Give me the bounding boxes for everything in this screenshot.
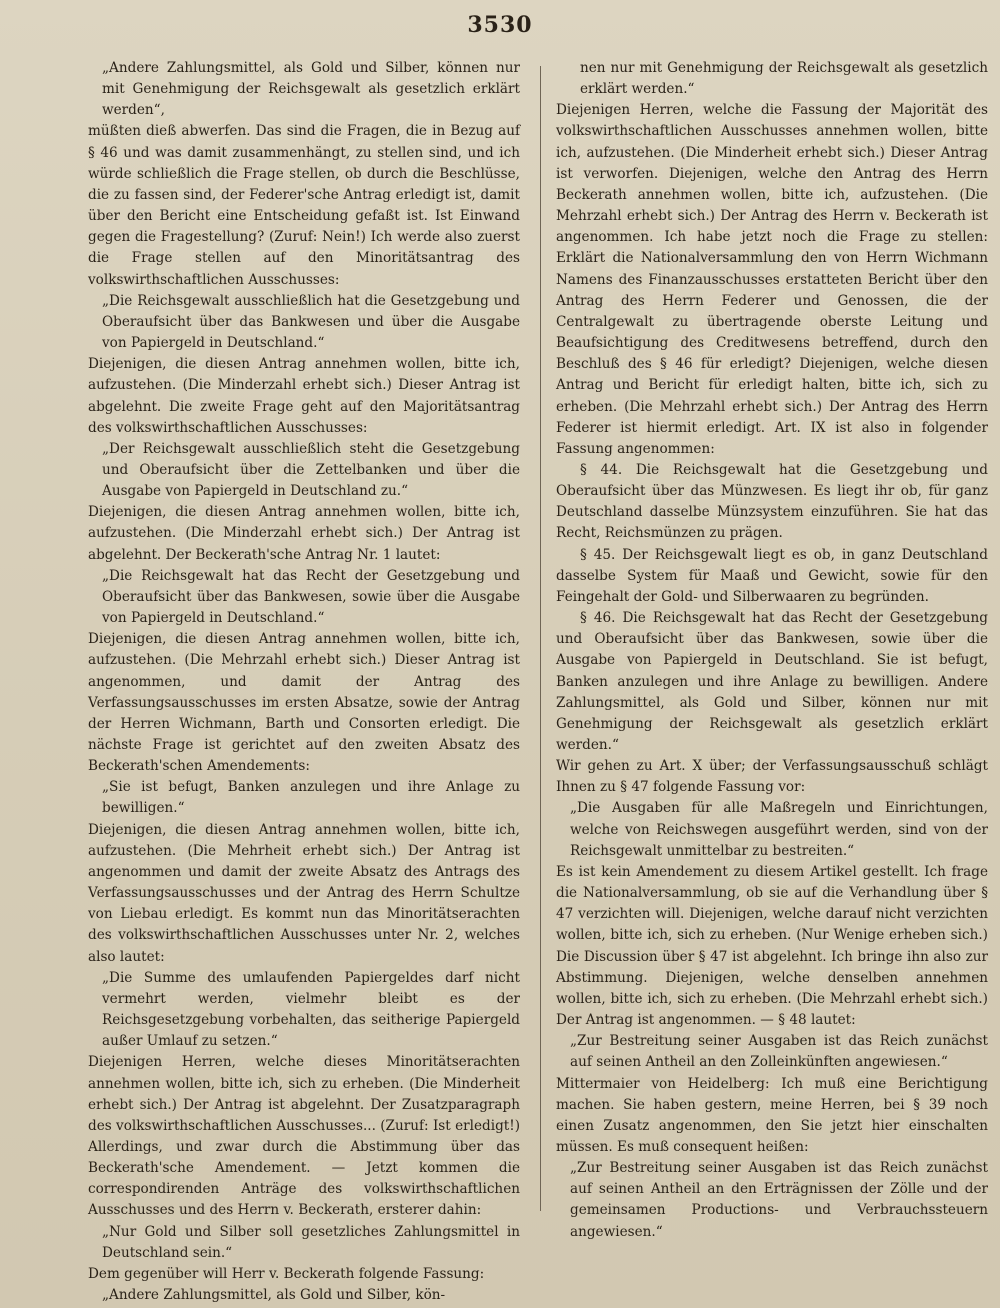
paragraph: „Zur Bestreitung seiner Ausgaben ist das Reich zunächst auf seinen Antheil an den Zolleinkünften angewiesen.“: [570, 1033, 988, 1071]
paragraph: Mittermaier von Heidelberg: Ich muß eine Berichtigung machen. Sie haben gestern, meine Herren, bei § 39 noch einen Zusatz angenommen, den Sie jetzt hier einschalten müssen. Es muß consequent heißen:: [556, 1075, 988, 1155]
page-number: 3530: [467, 12, 533, 38]
column-divider: [540, 66, 541, 1211]
paragraph: Diejenigen, die diesen Antrag annehmen wollen, bitte ich, aufzustehen. (Die Mehrheit erhebt sich.) Der Antrag ist angenommen und damit der zweite Absatz des Antrags des Verfassungsausschusses und der Antrag des Herrn Schultze von Liebau erledigt. Es kommt nun das Minoritätserachten des volkswirthschaftlichen Ausschusses unter Nr. 2, welches also lautet:: [88, 821, 520, 965]
paragraph: § 44. Die Reichsgewalt hat die Gesetzgebung und Oberaufsicht über das Münzwesen. Es liegt ihr ob, für ganz Deutschland dasselbe Münzsystem einzuführen. Sie hat das Recht, Reichsmünzen zu prägen.: [556, 461, 988, 542]
left-column: [88, 58, 520, 1306]
paragraph: „Die Reichsgewalt ausschließlich hat die Gesetzgebung und Oberaufsicht über das Bankwesen und über die Ausgabe von Papiergeld in Deutschland.“: [102, 292, 520, 352]
paragraph: „Der Reichsgewalt ausschließlich steht die Gesetzgebung und Oberaufsicht über die Zettelbanken und über die Ausgabe von Papiergeld in Deutschland zu.“: [102, 440, 520, 500]
paragraph: Diejenigen, die diesen Antrag annehmen wollen, bitte ich, aufzustehen. (Die Mehrzahl erhebt sich.) Dieser Antrag ist angenommen, und damit der Antrag des Verfassungsausschusses im ersten Absatze, sowie der Antrag der Herren Wichmann, Barth und Consorten erledigt. Die nächste Frage ist gerichtet auf den zweiten Absatz des Beckerath'schen Amendements:: [88, 631, 520, 775]
paragraph: nen nur mit Genehmigung der Reichsgewalt als gesetzlich erklärt werden.“: [580, 60, 988, 98]
paragraph: § 46. Die Reichsgewalt hat das Recht der Gesetzgebung und Oberaufsicht über das Bankwesen, sowie über die Ausgabe von Papiergeld in Deutschland. Sie ist befugt, Banken anzulegen und ihre Anlage zu bewilligen. Andere Zahlungsmittel, als Gold und Silber, können nur mit Genehmigung der Reichsgewalt als gesetzlich erklärt werden.“: [556, 610, 988, 753]
paragraph: „Die Ausgaben für alle Maßregeln und Einrichtungen, welche von Reichswegen ausgeführt werden, sind von der Reichsgewalt unmittelbar zu bestreiten.“: [570, 800, 988, 859]
paragraph: „Die Summe des umlaufenden Papiergeldes darf nicht vermehrt werden, vielmehr bleibt es der Reichsgesetzgebung vorbehalten, das seitherige Papiergeld außer Umlauf zu setzen.“: [102, 969, 520, 1050]
right-column: [556, 58, 988, 1243]
paragraph: Diejenigen Herren, welche dieses Minoritätserachten annehmen wollen, bitte ich, sich zu erheben. (Die Minderheit erhebt sich.) Der Antrag ist abgelehnt. Der Zusatzparagraph des volkswirthschaftlichen Ausschusses... (Zuruf: Ist erledigt!) Allerdings, und zwar durch die Abstimmung über das Beckerath'sche Amendement. — Jetzt kommen die correspondirenden Anträge des volkswirthschaftlichen Ausschusses und des Herrn v. Beckerath, ersterer dahin:: [88, 1054, 520, 1219]
paragraph: „Zur Bestreitung seiner Ausgaben ist das Reich zunächst auf seinen Antheil an den Erträgnissen der Zölle und der gemeinsamen Productions- und Verbrauchssteuern angewiesen.“: [570, 1160, 988, 1240]
paragraph: Diejenigen, die diesen Antrag annehmen wollen, bitte ich, aufzustehen. (Die Minderzahl erhebt sich.) Dieser Antrag ist abgelehnt. Die zweite Frage geht auf den Majoritätsantrag des volkswirthschaftlichen Ausschusses:: [88, 356, 520, 436]
paragraph: „Sie ist befugt, Banken anzulegen und ihre Anlage zu bewilligen.“: [102, 779, 520, 817]
paragraph: „Nur Gold und Silber soll gesetzliches Zahlungsmittel in Deutschland sein.“: [102, 1223, 520, 1261]
paragraph: „Andere Zahlungsmittel, als Gold und Silber, kön-: [102, 1287, 446, 1304]
paragraph: Wir gehen zu Art. X über; der Verfassungsausschuß schlägt Ihnen zu § 47 folgende Fassung vor:: [556, 758, 988, 796]
paragraph: Es ist kein Amendement zu diesem Artikel gestellt. Ich frage die Nationalversammlung, ob sie auf die Verhandlung über § 47 verzichten will. Diejenigen, welche darauf nicht verzichten wollen, bitte ich, sich zu erheben. (Nur Wenige erheben sich.) Die Discussion über § 47 ist abgelehnt. Ich bringe ihn also zur Abstimmung. Diejenigen, welche denselben annehmen wollen, bitte ich, sich zu erheben. (Die Mehrzahl erhebt sich.) Der Antrag ist angenommen. — § 48 lautet:: [556, 863, 988, 1029]
paragraph: „Die Reichsgewalt hat das Recht der Gesetzgebung und Oberaufsicht über das Bankwesen, sowie über die Ausgabe von Papiergeld in Deutschland.“: [102, 567, 520, 627]
paragraph: Diejenigen Herren, welche die Fassung der Majorität des volkswirthschaftlichen Ausschusses annehmen wollen, bitte ich, aufzustehen. (Die Minderheit erhebt sich.) Dieser Antrag ist verworfen. Diejenigen, welche den Antrag des Herrn Beckerath annehmen wollen, bitte ich, aufzustehen. (Die Mehrzahl erhebt sich.) Der Antrag des Herrn v. Beckerath ist angenommen. Ich habe jetzt noch die Frage zu stellen: Erklärt die Nationalversammlung den von Herrn Wichmann Namens des Finanzausschusses erstatteten Bericht über den Antrag des Herrn Federer und Genossen, die der Centralgewalt zu übertragende oberste Leitung und Beaufsichtigung des Creditwesens betreffend, durch den Beschluß des § 46 für erledigt? Diejenigen, welche diesen Antrag und Bericht für erledigt halten, bitte ich, sich zu erheben. (Die Mehrzahl erhebt sich.) Der Antrag des Herrn Federer ist hiermit erledigt. Art. IX ist also in folgender Fassung angenommen:: [556, 102, 988, 457]
paragraph: „Andere Zahlungsmittel, als Gold und Silber, können nur mit Genehmigung der Reichsgewalt als gesetzlich erklärt werden“,: [102, 60, 520, 119]
paragraph: § 45. Der Reichsgewalt liegt es ob, in ganz Deutschland dasselbe System für Maaß und Gewicht, sowie für den Feingehalt der Gold- und Silberwaaren zu begründen.: [556, 546, 988, 605]
paragraph: müßten dieß abwerfen. Das sind die Fragen, die in Bezug auf § 46 und was damit zusammenhängt, zu stellen sind, und ich würde schließlich die Frage stellen, ob durch die Beschlüsse, die zu fassen sind, der Federer'sche Antrag erledigt ist, damit über den Bericht eine Entscheidung gefaßt ist. Ist Einwand gegen die Fragestellung? (Zuruf: Nein!) Ich werde also zuerst die Frage stellen auf den Minoritätsantrag des volkswirthschaftlichen Ausschusses:: [88, 123, 520, 288]
paragraph: Diejenigen, die diesen Antrag annehmen wollen, bitte ich, aufzustehen. (Die Minderzahl erhebt sich.) Der Antrag ist abgelehnt. Der Beckerath'sche Antrag Nr. 1 lautet:: [88, 504, 520, 563]
paragraph: Dem gegenüber will Herr v. Beckerath folgende Fassung:: [88, 1265, 485, 1282]
